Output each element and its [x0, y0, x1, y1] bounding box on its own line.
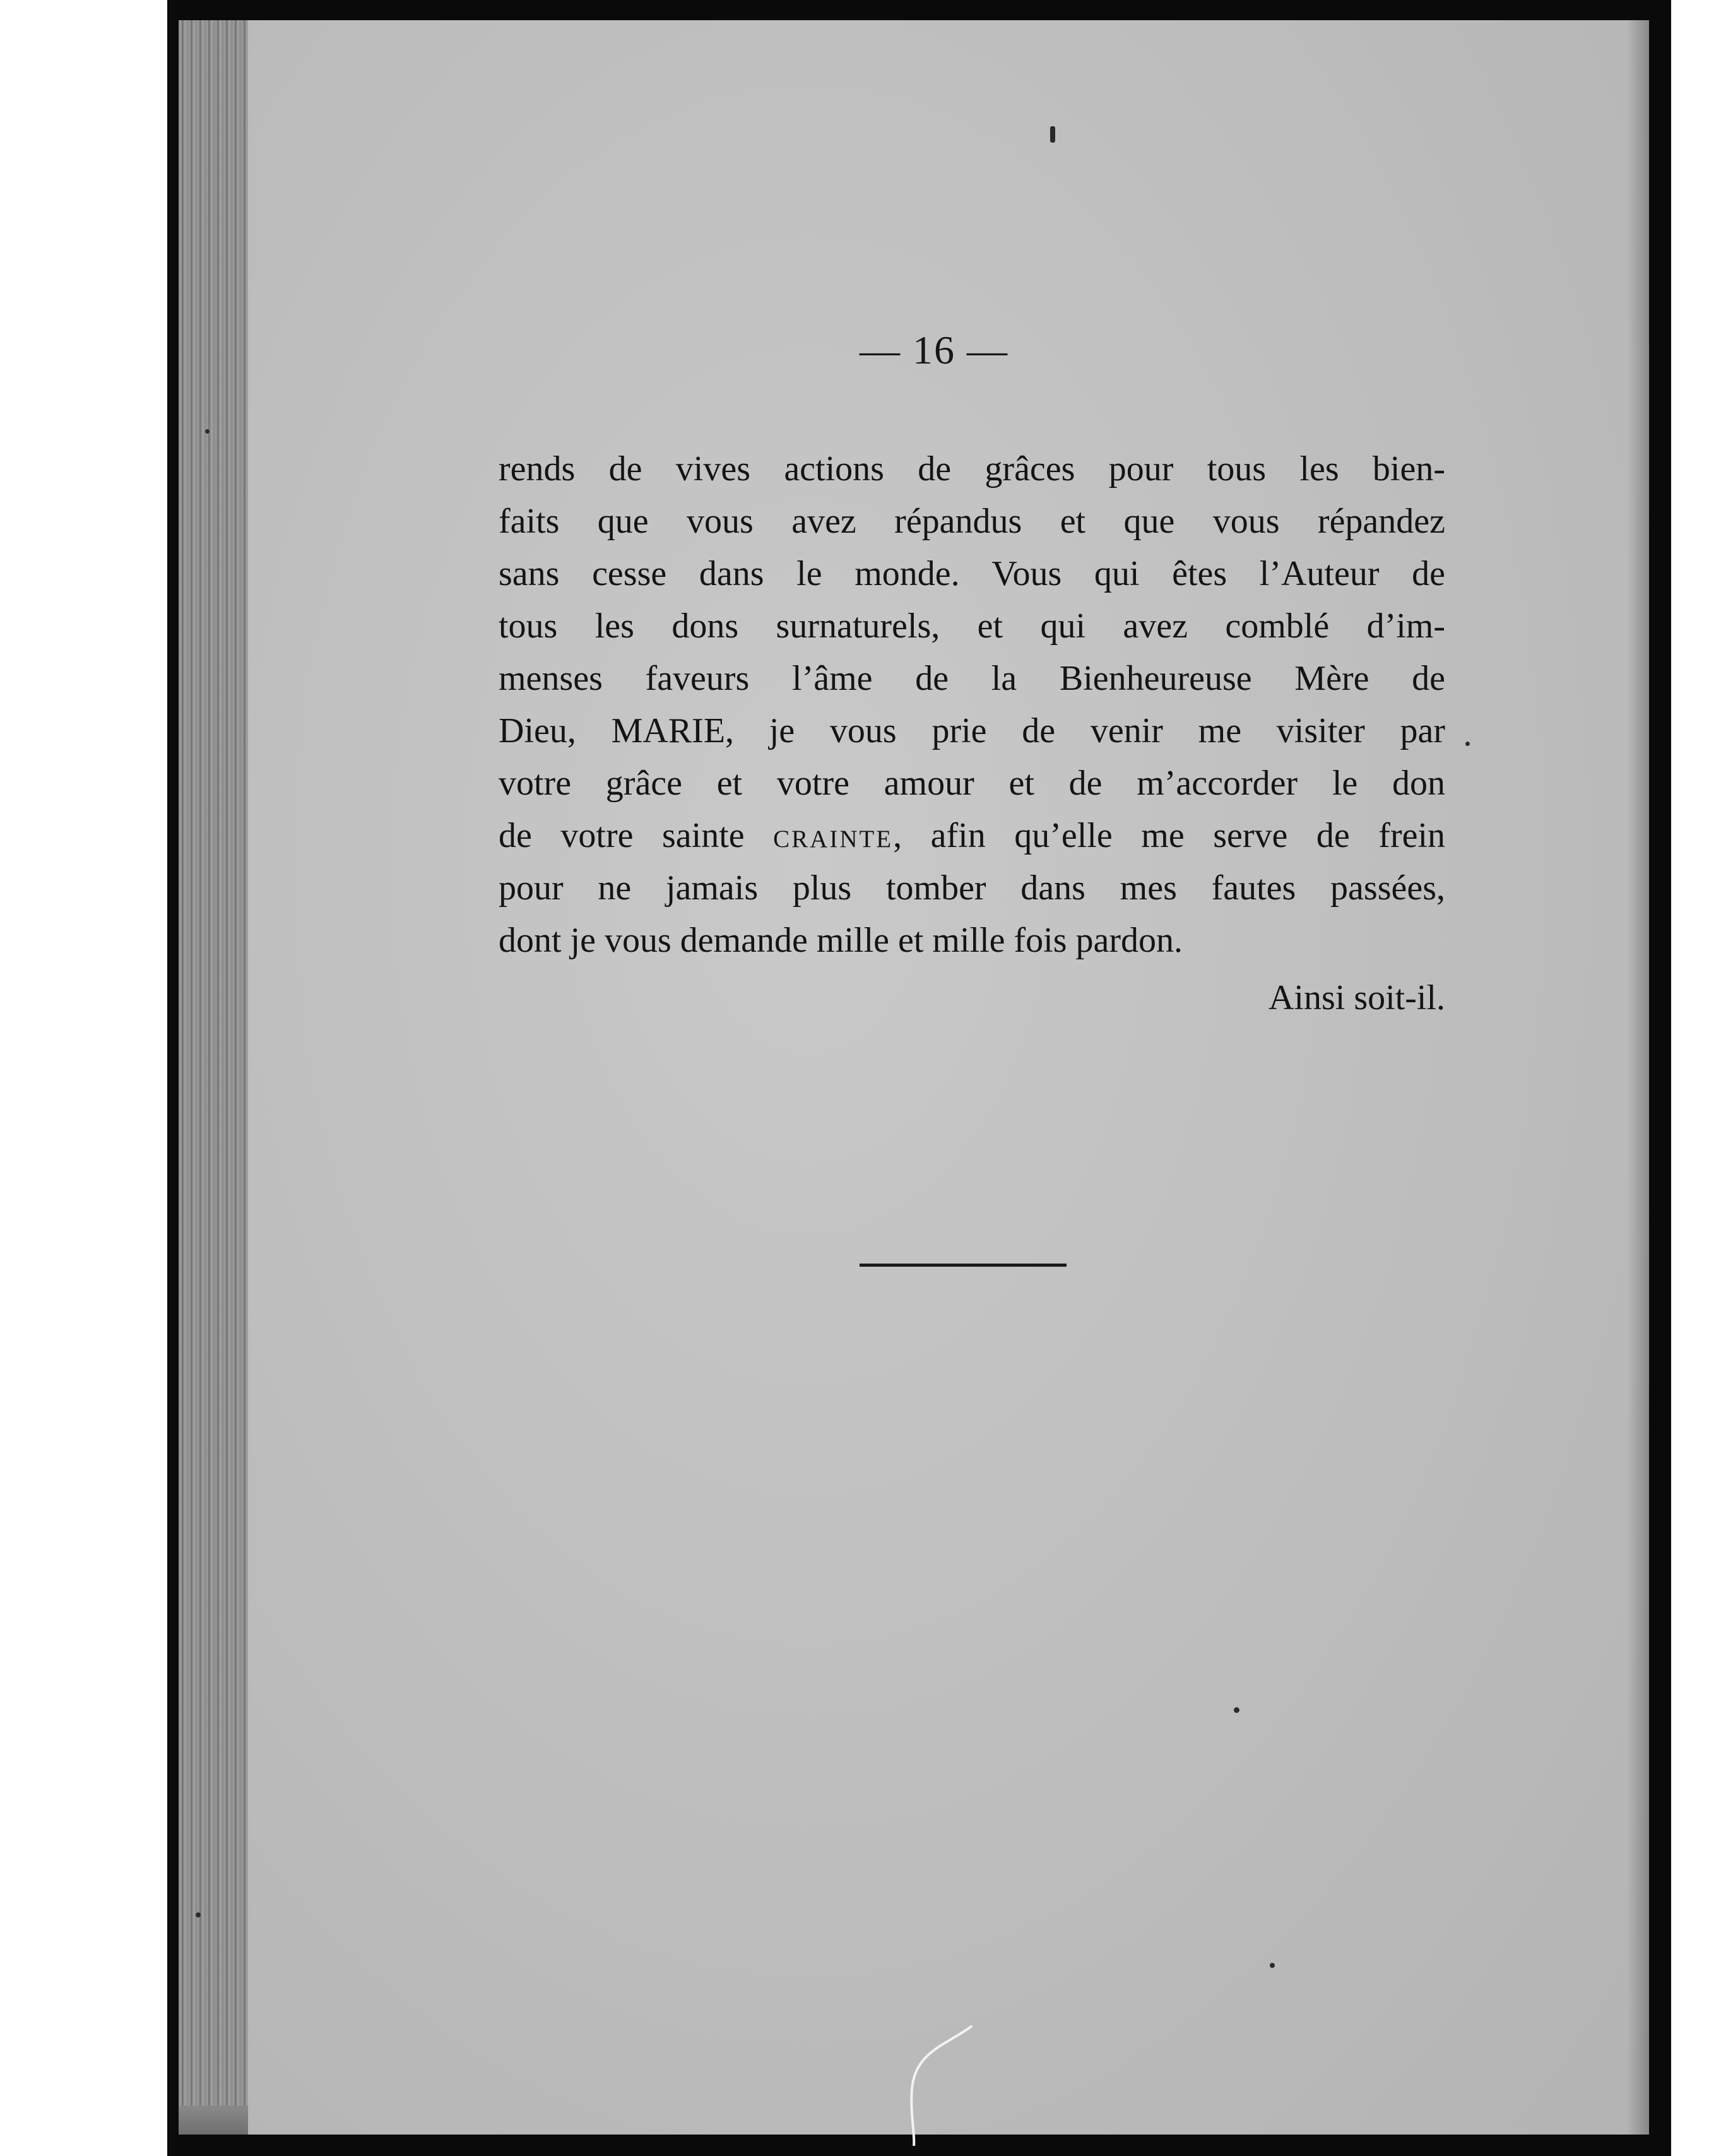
text-line: dont je vous demande mille et mille fois pardon.: [499, 921, 1183, 960]
text-line: votre grâce et votre amour et de m’accorder le don: [499, 764, 1445, 803]
text-line: tous les dons surnaturels, et qui avez comblé d’im-: [499, 607, 1445, 646]
word-crainte: crainte: [773, 816, 894, 855]
body-paragraph: [499, 443, 1445, 1024]
text-line: [499, 705, 1445, 757]
page-number: — 16 —: [860, 328, 1008, 372]
section-divider: [860, 1264, 1067, 1267]
name-marie: MARIE,: [611, 711, 735, 750]
text-segment: Dieu,: [499, 711, 612, 750]
scan-border-top: [179, 0, 1709, 20]
text-line: rends de vives actions de grâces pour tous les bien-: [499, 449, 1445, 489]
text-line: faits que vous avez répandus et que vous répandez: [499, 502, 1445, 541]
text-segment: , afin qu’elle me serve de frein: [893, 816, 1445, 855]
page-stack-edges: [179, 0, 248, 2156]
ink-speck: [1465, 742, 1470, 746]
ink-speck: [1050, 126, 1055, 143]
scan-border-right: [1649, 0, 1671, 2156]
page-scratch-mark: [902, 2020, 978, 2146]
text-line: sans cesse dans le monde. Vous qui êtes l’Auteur de: [499, 554, 1445, 593]
text-line: pour ne jamais plus tomber dans mes fautes passées,: [499, 868, 1445, 908]
ink-speck: [205, 429, 210, 434]
ink-speck: [1270, 1963, 1275, 1968]
closing-line: Ainsi soit-il.: [1268, 978, 1445, 1017]
text-line: menses faveurs l’âme de la Bienheureuse Mère de: [499, 659, 1445, 698]
page-shadow-right: [1627, 20, 1649, 2135]
text-line: [499, 810, 1445, 862]
text-segment: je vous prie de venir me visiter par: [734, 711, 1445, 750]
scan-border-left: [167, 0, 179, 2156]
scan-margin-left: [0, 0, 167, 2156]
ink-speck: [1234, 1707, 1239, 1713]
ink-speck: [196, 1912, 201, 1917]
text-segment: de votre sainte: [499, 816, 774, 855]
scan-margin-right: [1671, 0, 1709, 2156]
